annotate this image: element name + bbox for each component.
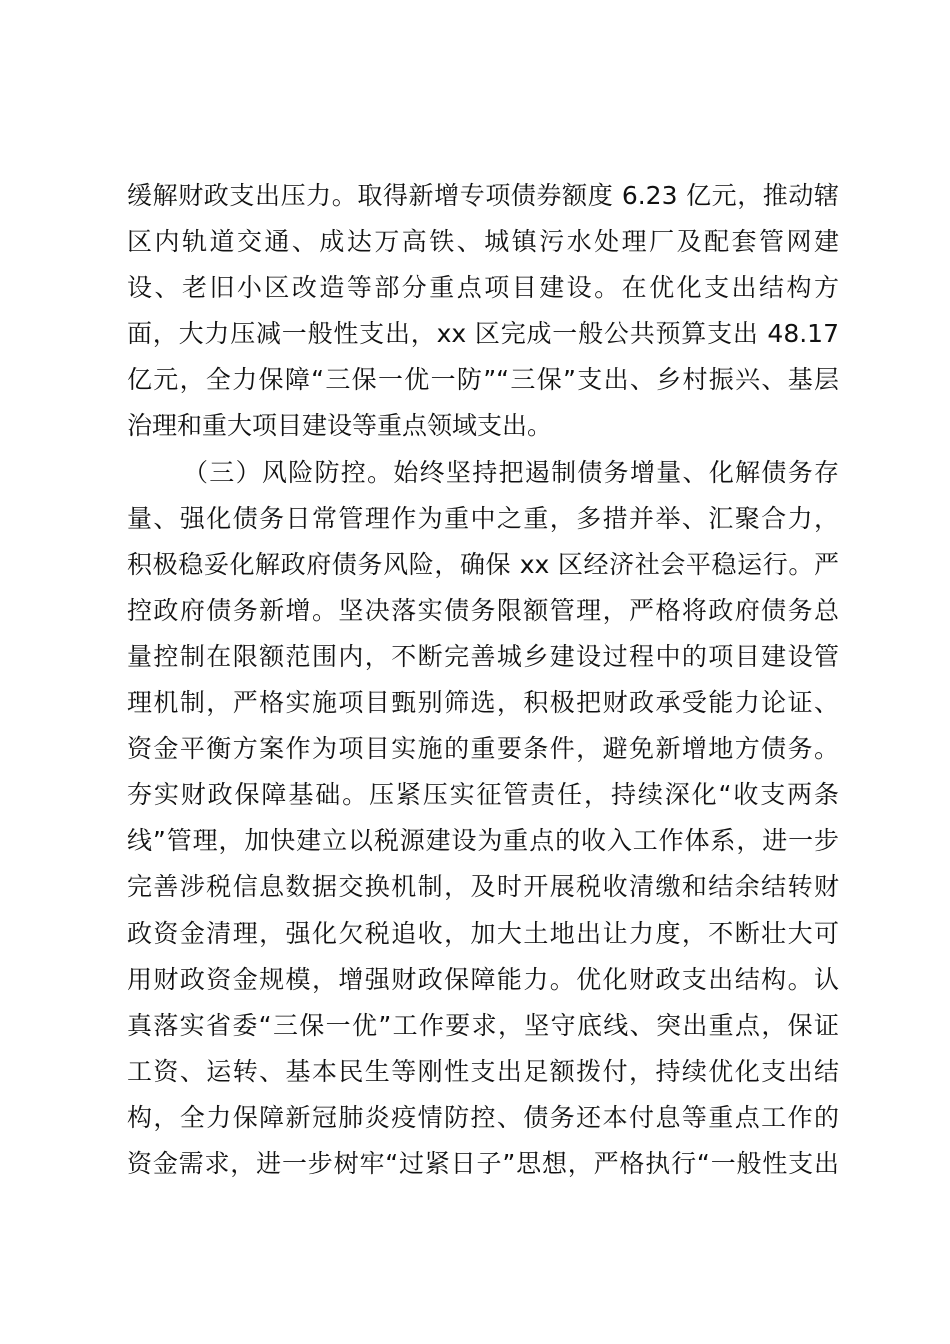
text-line: 量控制在限额范围内，不断完善城乡建设过程中的项目建设管 [127, 641, 839, 671]
body-text [127, 173, 839, 1187]
text-line: 夯实财政保障基础。压紧压实征管责任，持续深化“收支两条 [127, 780, 839, 810]
text-line: 治理和重大项目建设等重点领域支出。 [127, 411, 553, 441]
text-line: 用财政资金规模，增强财政保障能力。优化财政支出结构。认 [127, 964, 839, 994]
text-line: 亿元，全力保障“三保一优一防”“三保”支出、乡村振兴、基层 [127, 365, 839, 395]
text-line: 资金需求，进一步树牢“过紧日子”思想，严格执行“一般性支出 [127, 1148, 839, 1178]
text-line: 完善涉税信息数据交换机制，及时开展税收清缴和结余结转财 [127, 872, 839, 902]
text-line: 工资、运转、基本民生等刚性支出足额拨付，持续优化支出结 [127, 1056, 839, 1086]
text-line: 设、老旧小区改造等部分重点项目建设。在优化支出结构方 [127, 273, 839, 303]
text-line: 资金平衡方案作为项目实施的重要条件，避免新增地方债务。 [127, 734, 839, 764]
text-line: 量、强化债务日常管理作为重中之重，多措并举、汇聚合力， [127, 503, 839, 533]
text-line: 理机制，严格实施项目甄别筛选，积极把财政承受能力论证、 [127, 688, 839, 718]
text-line: 真落实省委“三保一优”工作要求，坚守底线、突出重点，保证 [127, 1010, 839, 1040]
section-heading-line: （三）风险防控。始终坚持把遏制债务增量、化解债务存 [183, 457, 839, 487]
text-line: 面，大力压减一般性支出，xx 区完成一般公共预算支出 48.17 [127, 319, 839, 349]
text-line: 政资金清理，强化欠税追收，加大土地出让力度，不断壮大可 [127, 918, 839, 948]
text-line: 控政府债务新增。坚决落实债务限额管理，严格将政府债务总 [127, 595, 839, 625]
text-line: 积极稳妥化解政府债务风险，确保 xx 区经济社会平稳运行。严 [127, 549, 839, 579]
text-line: 缓解财政支出压力。取得新增专项债券额度 6.23 亿元，推动辖 [127, 181, 839, 210]
text-line: 线”管理，加快建立以税源建设为重点的收入工作体系，进一步 [127, 826, 839, 856]
text-line: 区内轨道交通、成达万高铁、城镇污水处理厂及配套管网建 [127, 227, 839, 257]
text-line: 构，全力保障新冠肺炎疫情防控、债务还本付息等重点工作的 [127, 1102, 839, 1132]
